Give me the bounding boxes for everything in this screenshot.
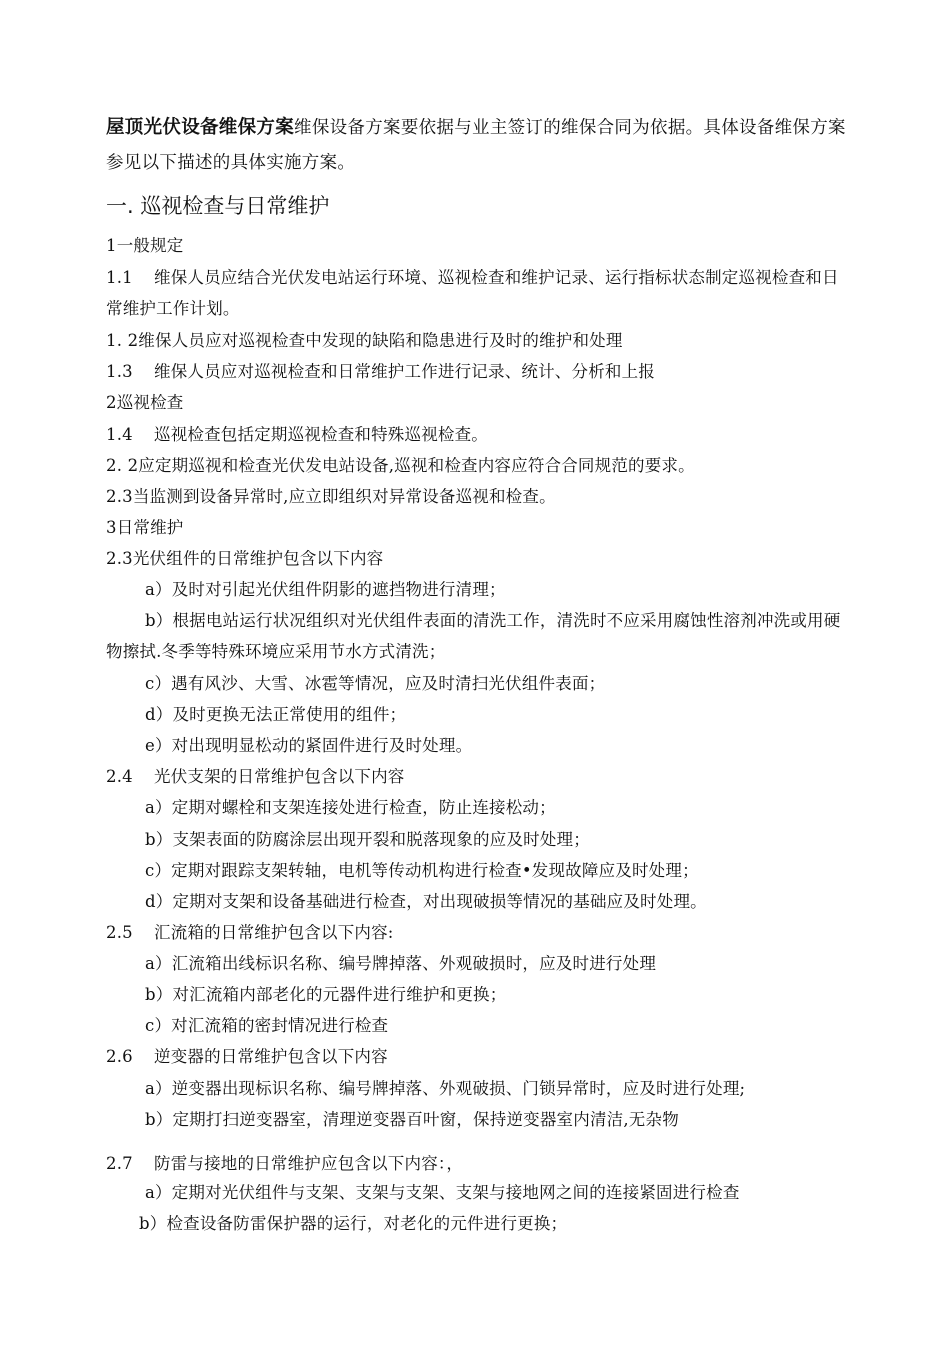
clause-number: 1.1 <box>106 268 133 287</box>
clause-text: 光伏支架的日常维护包含以下内容 <box>154 767 405 786</box>
clause-text: 巡视检查包括定期巡视检查和特殊巡视检查。 <box>154 425 488 444</box>
list-item-a: a）定期对螺栓和支架连接处进行检查，防止连接松动； <box>145 798 556 817</box>
document-title: 屋顶光伏设备维保方案 <box>106 117 295 138</box>
list-item-b: b）根据电站运行状况组织对光伏组件表面的清洗工作，清洗时不应采用腐蚀性溶剂冲洗或用硬物擦拭.冬季等特殊环境应采用节水方式清洗； <box>106 611 841 661</box>
list-item-b: b）支架表面的防腐涂层出现开裂和脱落现象的应及时处理； <box>145 830 590 849</box>
clause-number: 2.6 <box>106 1047 133 1066</box>
list-item-a: a）汇流箱出线标识名称、编号牌掉落、外观破损时，应及时进行处理 <box>145 954 657 973</box>
list-item-a: a）逆变器出现标识名称、编号牌掉落、外观破损、门锁异常时，应及时进行处理; <box>145 1079 746 1098</box>
clause-text: 维保人员应结合光伏发电站运行环境、巡视检查和维护记录、运行指标状态制定巡视检查和日常维护工作计划。 <box>106 268 839 318</box>
list-item-a: a）定期对光伏组件与支架、支架与支架、支架与接地网之间的连接紧固进行检查 <box>145 1183 740 1202</box>
section-heading: 一. 巡视检查与日常维护 <box>106 194 330 218</box>
clause-2-2: 2. 2应定期巡视和检查光伏发电站设备,巡视和检查内容应符合合同规范的要求。 <box>106 456 695 475</box>
clause-1-4 <box>106 424 488 446</box>
clause-2-7 <box>106 1153 463 1175</box>
intro-paragraph <box>106 110 851 181</box>
clause-text: 防雷与接地的日常维护应包含以下内容：， <box>154 1154 464 1173</box>
clause-number: 2.4 <box>106 767 133 786</box>
list-item-b: b）检查设备防雷保护器的运行，对老化的元件进行更换； <box>139 1214 568 1233</box>
clause-number: 2.5 <box>106 923 133 942</box>
list-item-c: c）定期对跟踪支架转轴，电机等传动机构进行检查•发现故障应及时处理； <box>145 861 699 880</box>
clause-1-2: 1. 2维保人员应对巡视检查中发现的缺陷和隐患进行及时的维护和处理 <box>106 331 623 350</box>
clause-text: 逆变器的日常维护包含以下内容 <box>154 1047 388 1066</box>
clause-2-5 <box>106 922 394 944</box>
clause-number: 2.7 <box>106 1154 133 1173</box>
list-item-d: d）定期对支架和设备基础进行检查，对出现破损等情况的基础应及时处理。 <box>145 892 707 911</box>
subsection-general: 1一般规定 <box>106 236 184 255</box>
intro-text: 维保设备方案要依据与业主签订的维保合同为依据。具体设备维保方案参见以下描述的具体实施方案。 <box>106 118 846 173</box>
clause-2-4 <box>106 766 405 788</box>
clause-number: 1.4 <box>106 425 133 444</box>
list-item-e: e）对出现明显松动的紧固件进行及时处理。 <box>145 736 473 755</box>
clause-2-3: 2.3当监测到设备异常时,应立即组织对异常设备巡视和检查。 <box>106 487 556 506</box>
list-item-a: a）及时对引起光伏组件阴影的遮挡物进行清理； <box>145 580 506 599</box>
clause-text: 汇流箱的日常维护包含以下内容: <box>154 923 394 942</box>
clause-text: 维保人员应对巡视检查和日常维护工作进行记录、统计、分析和上报 <box>154 362 655 381</box>
clause-1-1 <box>106 262 851 324</box>
clause-pv-modules: 2.3光伏组件的日常维护包含以下内容 <box>106 549 384 568</box>
clause-number: 1.3 <box>106 362 133 381</box>
subsection-inspection: 2巡视检查 <box>106 393 184 412</box>
list-item-b: b）对汇流箱内部老化的元器件进行维护和更换； <box>145 985 507 1004</box>
list-item-c: c）对汇流箱的密封情况进行检查 <box>145 1016 389 1035</box>
clause-1-3 <box>106 361 655 383</box>
subsection-maintenance: 3日常维护 <box>106 518 184 537</box>
list-item-b: b）定期打扫逆变器室，清理逆变器百叶窗，保持逆变器室内清洁,无杂物 <box>145 1110 679 1129</box>
list-item-d: d）及时更换无法正常使用的组件； <box>145 705 407 724</box>
list-item-c: c）遇有风沙、大雪、冰雹等情况，应及时清扫光伏组件表面； <box>145 674 606 693</box>
clause-2-6 <box>106 1046 388 1068</box>
